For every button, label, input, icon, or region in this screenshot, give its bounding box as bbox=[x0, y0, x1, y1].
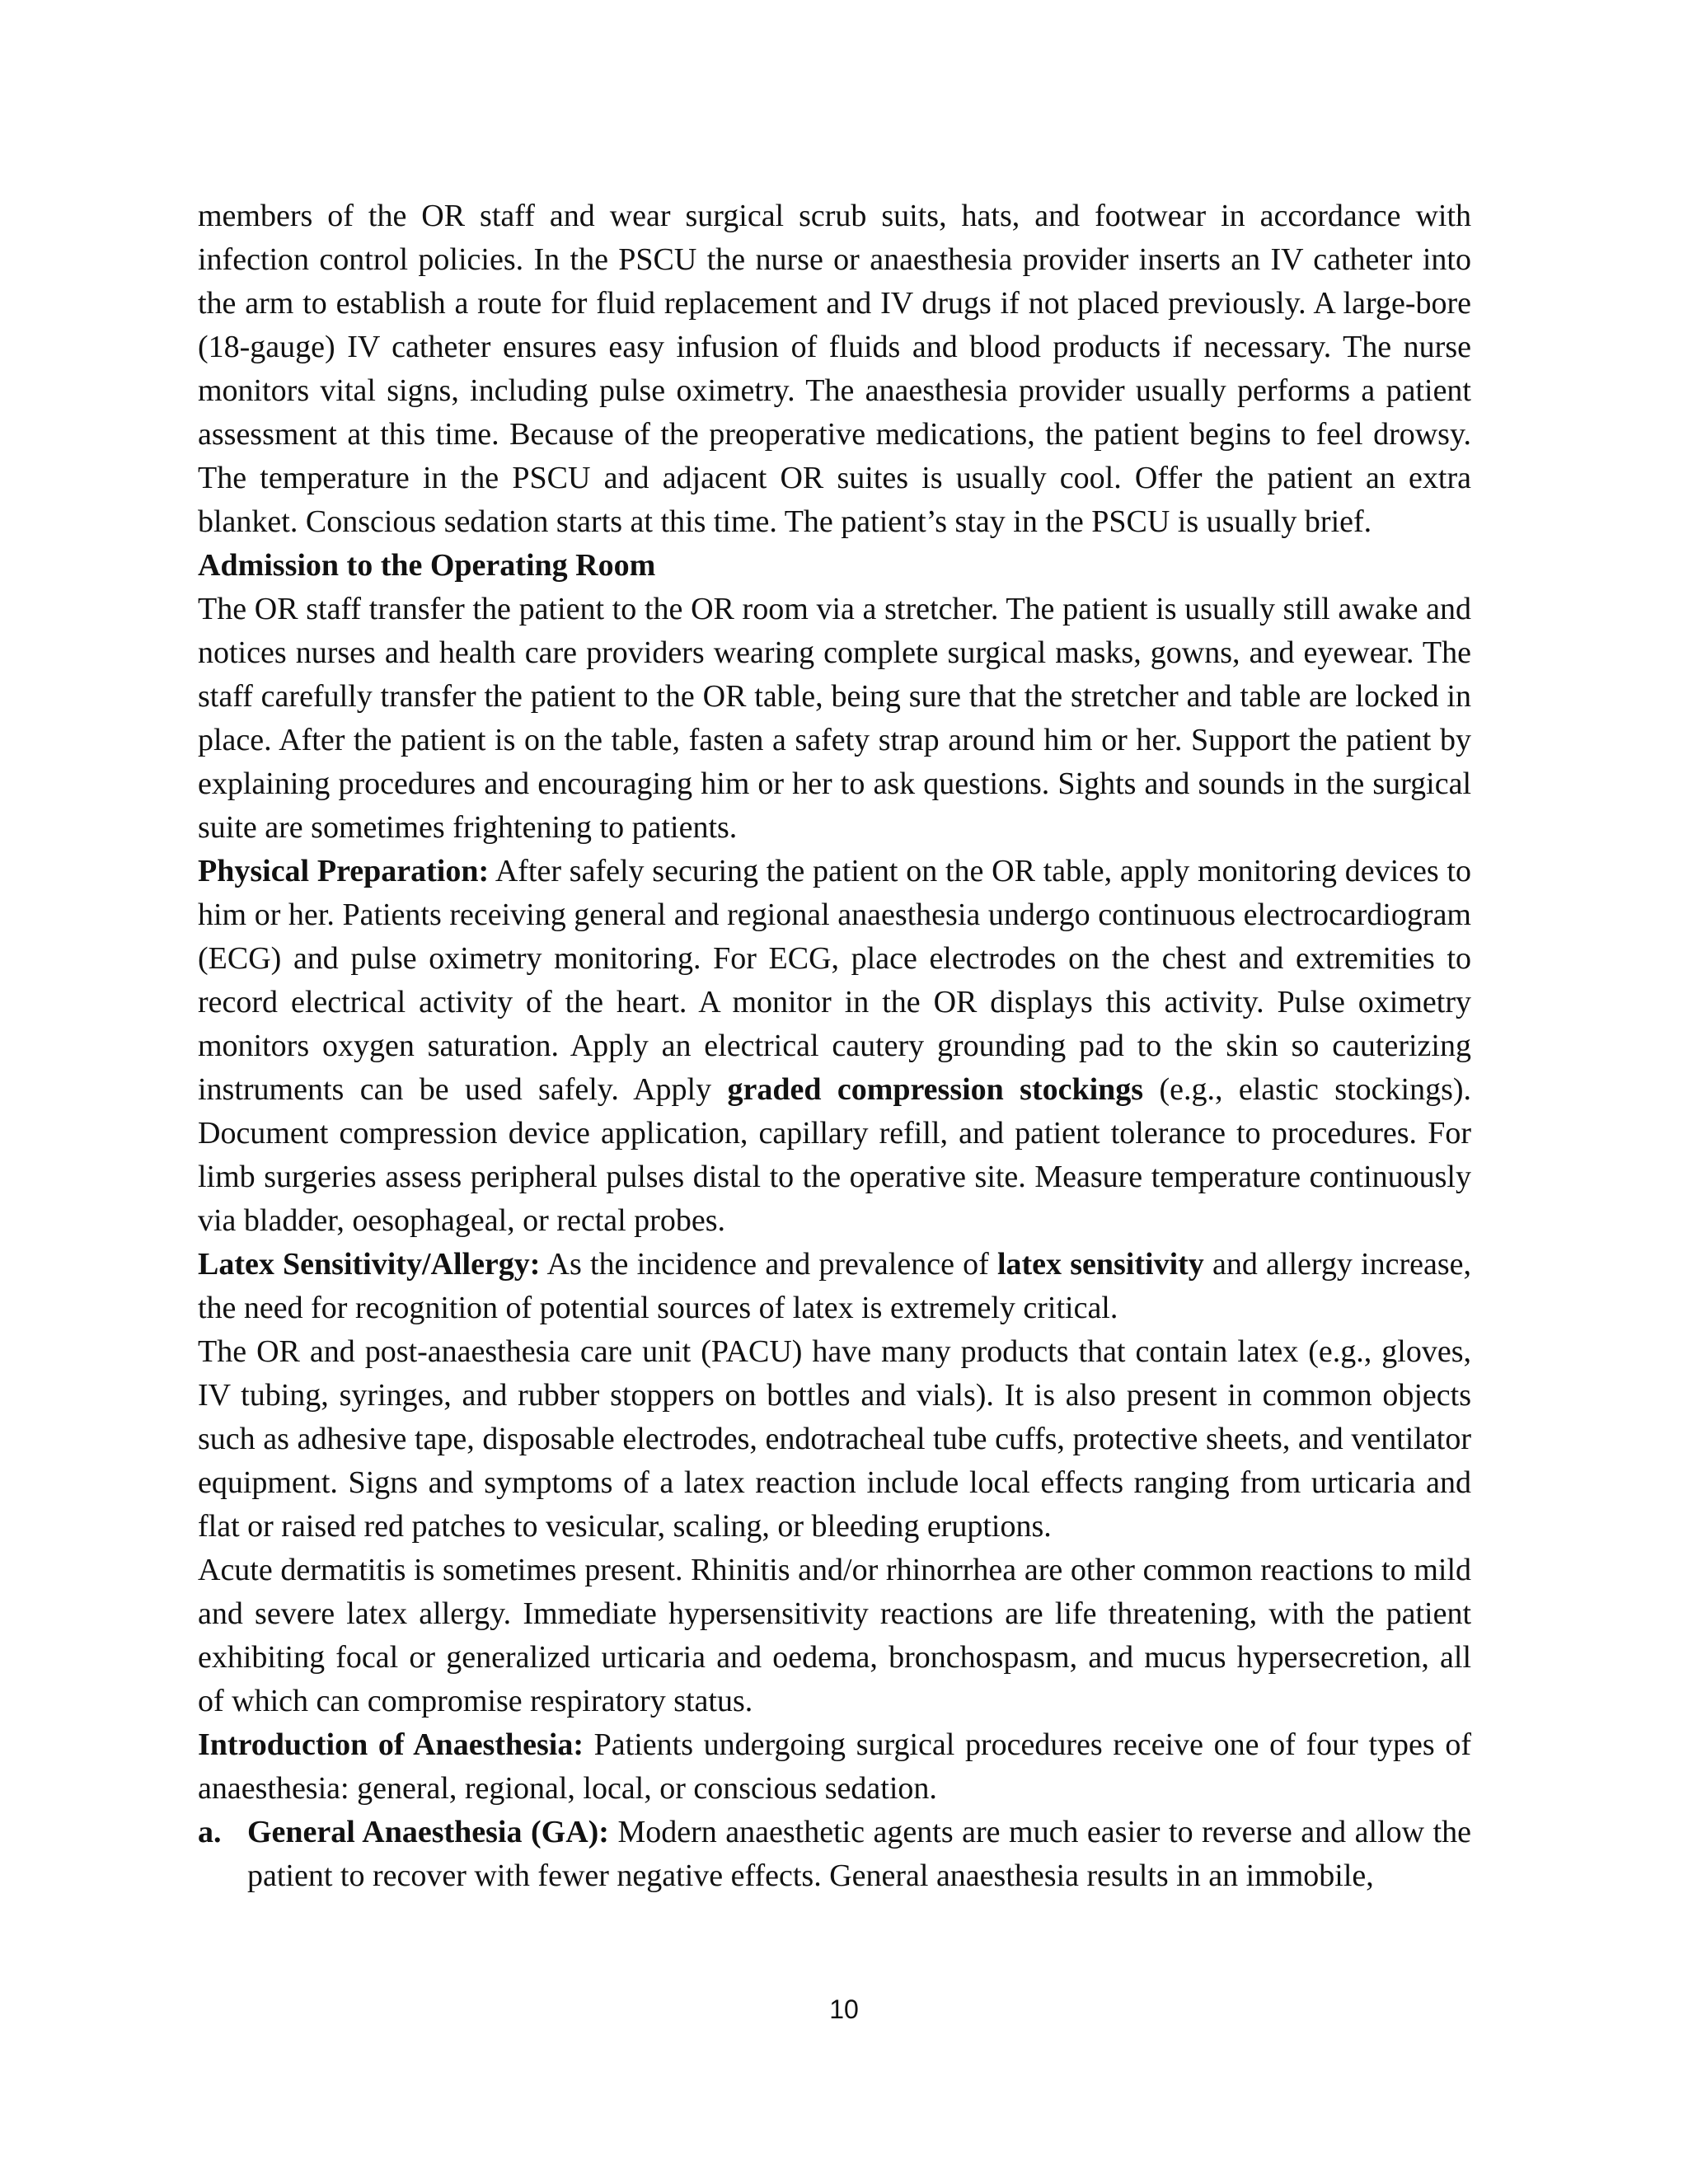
text-latex-2: and allergy increase, the need for recognition of potential sources of latex is extremely critical. bbox=[198, 1247, 1471, 1325]
paragraph-pscu: members of the OR staff and wear surgical scrub suits, hats, and footwear in accordance with infection control policies. In the PSCU the nurse or anaesthesia provider inserts an IV catheter into the arm to establish a route for fluid replacement and IV drugs if not placed previously. A large-bore (18-gauge) IV catheter ensures easy infusion of fluids and blood products if necessary. The nurse monitors vital signs, including pulse oximetry. The anaesthesia provider usually performs a patient assessment at this time. Because of the preoperative medications, the patient begins to feel drowsy. The temperature in the PSCU and adjacent OR suites is usually cool. Offer the patient an extra blanket. Conscious sedation starts at this time. The patient’s stay in the PSCU is usually brief. bbox=[198, 199, 1471, 539]
paragraph-admission: The OR staff transfer the patient to the OR room via a stretcher. The patient is usually still awake and notices nurses and health care providers wearing complete surgical masks, gowns, and eyewear. The staff carefully transfer the patient to the OR table, being sure that the stretcher and table are locked in place. After the patient is on the table, fasten a safety strap around him or her. Support the patient by explaining procedures and encouraging him or her to ask questions. Sights and sounds in the surgical suite are sometimes frightening to patients. bbox=[198, 592, 1471, 845]
text-general-anaesthesia: Modern anaesthetic agents are much easier to reverse and allow the patient to recover with fewer negative effects. General anaesthesia results in an immobile, bbox=[247, 1815, 1471, 1893]
paragraph-physical-preparation bbox=[198, 850, 1471, 1243]
text-physical-1: After safely securing the patient on the OR table, apply monitoring devices to him or her. Patients receiving general and regional anaesthesia undergo continuous electrocardiogram (ECG) and pulse oximetry monitoring. For ECG, place electrodes on the chest and extremities to record electrical activity of the heart. A monitor in the OR displays this activity. Pulse oximetry monitors oxygen saturation. Apply an electrical cautery grounding pad to the skin so cauterizing instruments can be used safely. Apply bbox=[198, 854, 1471, 1107]
term-latex-sensitivity: latex sensitivity bbox=[996, 1247, 1204, 1282]
document-page bbox=[198, 194, 1471, 1898]
paragraph-introduction-anaesthesia bbox=[198, 1723, 1471, 1811]
label-introduction-anaesthesia: Introduction of Anaesthesia: bbox=[198, 1727, 584, 1762]
label-physical-preparation: Physical Preparation: bbox=[198, 854, 490, 888]
paragraph-latex-reactions: Acute dermatitis is sometimes present. Rhinitis and/or rhinorrhea are other common reactions to mild and severe latex allergy. Immediate hypersensitivity reactions are life threatening, with the patient exhibiting focal or generalized urticaria and oedema, bronchospasm, and mucus hypersecretion, all of which can compromise respiratory status. bbox=[198, 1553, 1471, 1718]
paragraph-latex-products: The OR and post-anaesthesia care unit (PACU) have many products that contain latex (e.g., gloves, IV tubing, syringes, and rubber stoppers on bottles and vials). It is also present in common objects such as adhesive tape, disposable electrodes, endotracheal tube cuffs, protective sheets, and ventilator equipment. Signs and symptoms of a latex reaction include local effects ranging from urticaria and flat or raised red patches to vesicular, scaling, or bleeding eruptions. bbox=[198, 1334, 1471, 1544]
list-marker-a: a. bbox=[198, 1815, 222, 1849]
page-number: 10 bbox=[829, 1994, 859, 2024]
text-introduction: Patients undergoing surgical procedures receive one of four types of anaesthesia: general, regional, local, or conscious sedation. bbox=[198, 1727, 1471, 1806]
text-latex-1: As the incidence and prevalence of bbox=[540, 1247, 997, 1282]
label-general-anaesthesia: General Anaesthesia (GA): bbox=[247, 1815, 609, 1849]
list-body-general-anaesthesia bbox=[247, 1811, 1471, 1898]
paragraph-latex-sensitivity bbox=[198, 1243, 1471, 1330]
heading-admission: Admission to the Operating Room bbox=[198, 548, 656, 583]
list-item-general-anaesthesia bbox=[198, 1811, 1471, 1898]
term-compression-stockings: graded compression stockings bbox=[727, 1072, 1144, 1107]
text-physical-2: (e.g., elastic stockings). Document compression device application, capillary refill, and patient tolerance to procedures. For limb surgeries assess peripheral pulses distal to the operative site. Measure temperature continuously via bladder, oesophageal, or rectal probes. bbox=[198, 1072, 1472, 1238]
label-latex-sensitivity: Latex Sensitivity/Allergy: bbox=[198, 1247, 541, 1282]
